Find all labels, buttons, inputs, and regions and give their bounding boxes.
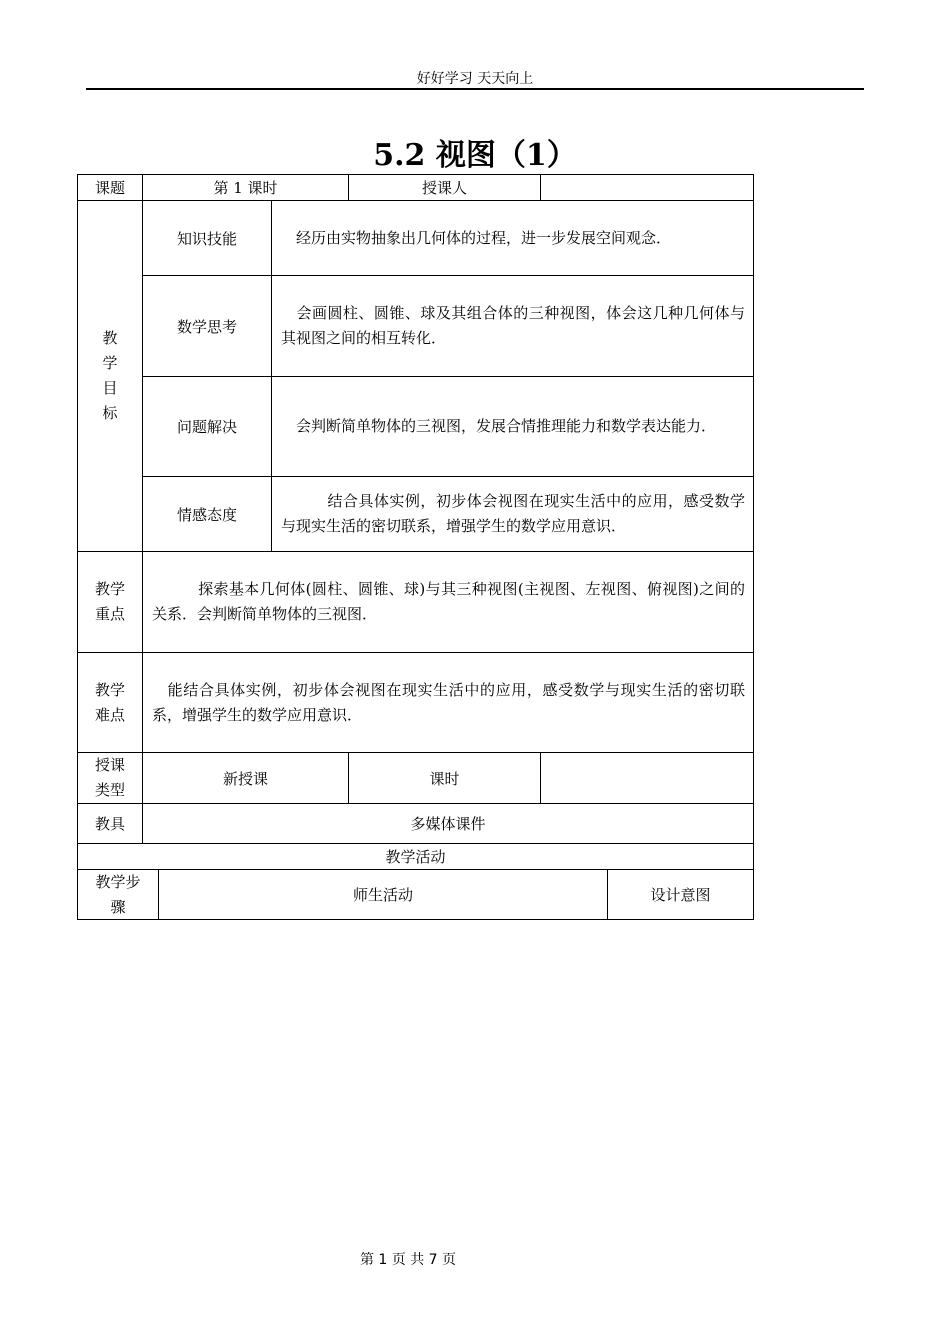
intent-column-header: 设计意图 — [607, 869, 754, 920]
header-rule — [86, 88, 864, 90]
hours-value — [540, 752, 754, 804]
objective-name-attitude: 情感态度 — [142, 476, 272, 552]
key-points-text: 探索基本几何体(圆柱、圆锥、球)与其三种视图(主视图、左视图、俯视图)之间的关系．会判断简单物体的三视图． — [142, 551, 754, 653]
objective-text-thinking: 会画圆柱、圆锥、球及其组合体的三种视图，体会这几种几何体与其视图之间的相互转化． — [271, 275, 754, 377]
objective-name-problem-solving: 问题解决 — [142, 376, 272, 477]
activities-header: 教学活动 — [77, 843, 754, 870]
objective-text-problem-solving: 会判断简单物体的三视图，发展合情推理能力和数学表达能力． — [271, 376, 754, 477]
page-header: 好好学习 天天向上 — [416, 71, 534, 87]
objective-text-attitude: 结合具体实例，初步体会视图在现实生活中的应用，感受数学与现实生活的密切联系，增强学生的数学应用意识． — [271, 476, 754, 552]
objective-name-knowledge: 知识技能 — [142, 200, 272, 276]
topic-label: 课题 — [77, 174, 143, 201]
page-title: 5.2 视图（1） — [373, 138, 577, 173]
difficulties-label: 教学 难点 — [77, 652, 143, 753]
objective-text-knowledge: 经历由实物抽象出几何体的过程，进一步发展空间观念． — [271, 200, 754, 276]
objective-name-thinking: 数学思考 — [142, 275, 272, 377]
steps-column-header: 教学步 骤 — [77, 869, 159, 920]
difficulties-text: 能结合具体实例，初步体会视图在现实生活中的应用，感受数学与现实生活的密切联系，增强学生的数学应用意识． — [142, 652, 754, 753]
tools-value: 多媒体课件 — [142, 803, 754, 844]
tools-label: 教具 — [77, 803, 143, 844]
page-footer: 第 1 页 共 7 页 — [359, 1252, 457, 1268]
objectives-label: 教 学 目 标 — [77, 200, 143, 552]
teacher-value — [540, 174, 754, 201]
teacher-label: 授课人 — [348, 174, 541, 201]
lesson-type-label: 授课 类型 — [77, 752, 143, 804]
activity-column-header: 师生活动 — [158, 869, 608, 920]
lesson-number: 第 1 课时 — [142, 174, 349, 201]
hours-label: 课时 — [348, 752, 541, 804]
lesson-type-value: 新授课 — [142, 752, 349, 804]
key-points-label: 教学 重点 — [77, 551, 143, 653]
